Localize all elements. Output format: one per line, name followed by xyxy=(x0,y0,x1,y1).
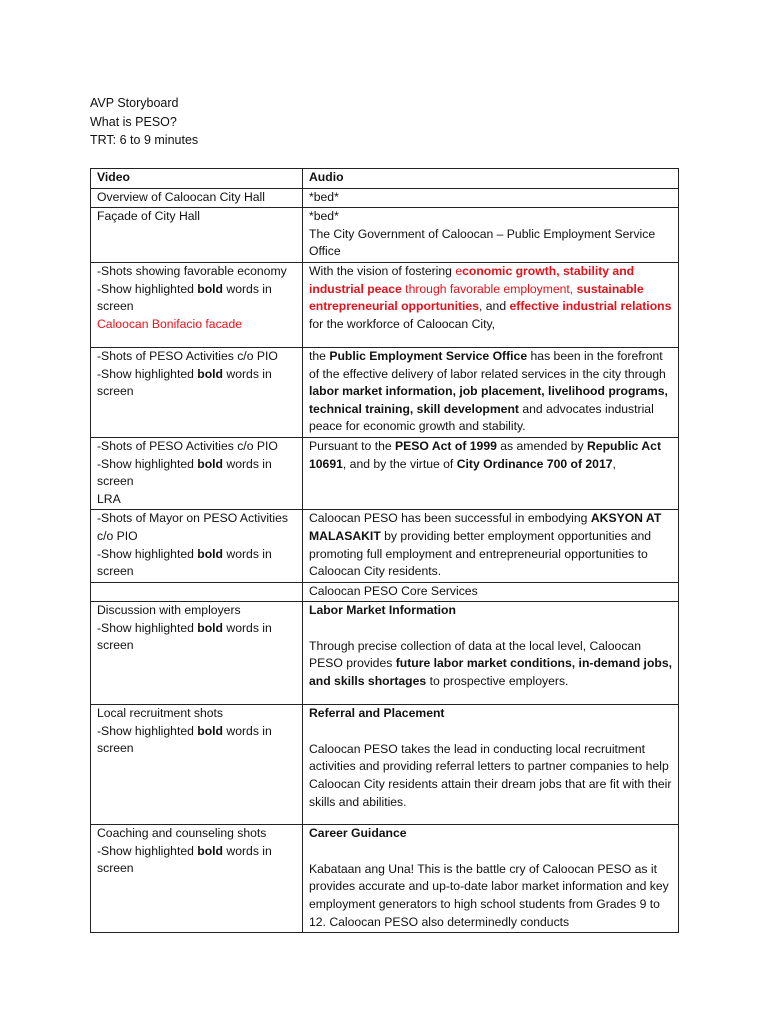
table-row xyxy=(91,510,679,582)
video-line: -Show highlighted bold words in screen xyxy=(97,546,272,579)
video-line: Coaching and counseling shots xyxy=(97,826,267,841)
table-row xyxy=(91,188,679,208)
audio-cell: the Public Employment Service Office has been in the forefront of the effective delivery of labor related services in the city through labor market information, job placement, livelihood programs, technical training, skill development and advocates industrial peace for economic growth and stability. xyxy=(303,347,679,437)
table-row xyxy=(91,705,679,825)
video-cell xyxy=(91,510,303,582)
video-line-highlight: Caloocan Bonifacio facade xyxy=(97,316,242,331)
document-header xyxy=(90,94,198,150)
table-row xyxy=(91,602,679,705)
video-cell xyxy=(91,347,303,437)
audio-cell: *bed* xyxy=(303,188,679,208)
video-cell xyxy=(91,825,303,933)
video-line: Discussion with employers xyxy=(97,603,241,618)
table-row xyxy=(91,437,679,509)
audio-cell: Pursuant to the PESO Act of 1999 as amended by Republic Act 10691, and by the virtue of City Ordinance 700 of 2017, xyxy=(303,437,679,509)
video-line: -Show highlighted bold words in screen xyxy=(97,366,272,399)
video-cell xyxy=(91,582,303,602)
table-header-row xyxy=(91,169,679,189)
video-cell xyxy=(91,602,303,705)
audio-cell xyxy=(303,602,679,705)
header-subtitle: What is PESO? xyxy=(90,114,177,129)
audio-cell: Caloocan PESO Core Services xyxy=(303,582,679,602)
audio-cell: With the vision of fostering economic growth, stability and industrial peace through favorable employment, sustainable entrepreneurial opportunities, and effective industrial relations for the workforce of Caloocan City, xyxy=(303,262,679,347)
header-runtime: TRT: 6 to 9 minutes xyxy=(90,133,199,147)
section-title: Labor Market Information xyxy=(309,603,456,618)
audio-cell xyxy=(303,825,679,933)
table-row xyxy=(91,825,679,933)
audio-line: *bed* xyxy=(309,209,339,224)
video-line: -Show highlighted bold words in screen xyxy=(97,723,272,756)
section-title: Career Guidance xyxy=(309,826,407,841)
audio-paragraph: Caloocan PESO takes the lead in conducting local recruitment activities and providing referral letters to partner companies to help Caloocan City residents attain their dream jobs that are fit with their skills and abilities. xyxy=(309,741,672,809)
video-line: -Shots of PESO Activities c/o PIO xyxy=(97,348,278,363)
video-line: -Show highlighted bold words in screen xyxy=(97,620,272,653)
section-title: Referral and Placement xyxy=(309,706,445,721)
column-header-video: Video xyxy=(91,169,303,189)
video-line: -Show highlighted bold words in screen xyxy=(97,843,272,876)
video-cell: Overview of Caloocan City Hall xyxy=(91,188,303,208)
audio-cell xyxy=(303,705,679,825)
audio-cell xyxy=(303,208,679,263)
audio-paragraph: Kabataan ang Una! This is the battle cry of Caloocan PESO as it provides accurate and up-to-date labor market information and key employment generators to high school students from Grades 9 to 12. Caloocan PESO also determinedly conducts xyxy=(309,861,669,929)
video-line: -Shots of Mayor on PESO Activities c/o PIO xyxy=(97,511,289,543)
table-row xyxy=(91,262,679,347)
video-line: -Show highlighted bold words in screen xyxy=(97,281,272,314)
audio-cell: Caloocan PESO has been successful in embodying AKSYON AT MALASAKIT by providing better employment opportunities and promoting full employment and entrepreneurial opportunities to Caloocan City residents. xyxy=(303,510,679,582)
table-row xyxy=(91,582,679,602)
video-line: -Shots of PESO Activities c/o PIO xyxy=(97,438,278,453)
audio-paragraph: Through precise collection of data at the local level, Caloocan PESO provides future labor market conditions, in-demand jobs, and skills shortages to prospective employers. xyxy=(309,638,672,689)
video-cell: Façade of City Hall xyxy=(91,208,303,263)
video-cell xyxy=(91,437,303,509)
video-line: LRA xyxy=(97,491,121,506)
header-title: AVP Storyboard xyxy=(90,96,179,110)
video-line: -Show highlighted bold words in screen xyxy=(97,456,272,489)
video-cell xyxy=(91,705,303,825)
storyboard-table xyxy=(90,168,679,933)
table-row xyxy=(91,208,679,263)
video-line: -Shots showing favorable economy xyxy=(97,263,287,278)
table-row xyxy=(91,347,679,437)
video-line: Local recruitment shots xyxy=(97,706,223,721)
audio-line: The City Government of Caloocan – Public Employment Service Office xyxy=(309,226,656,259)
column-header-audio: Audio xyxy=(303,169,679,189)
video-cell xyxy=(91,262,303,347)
